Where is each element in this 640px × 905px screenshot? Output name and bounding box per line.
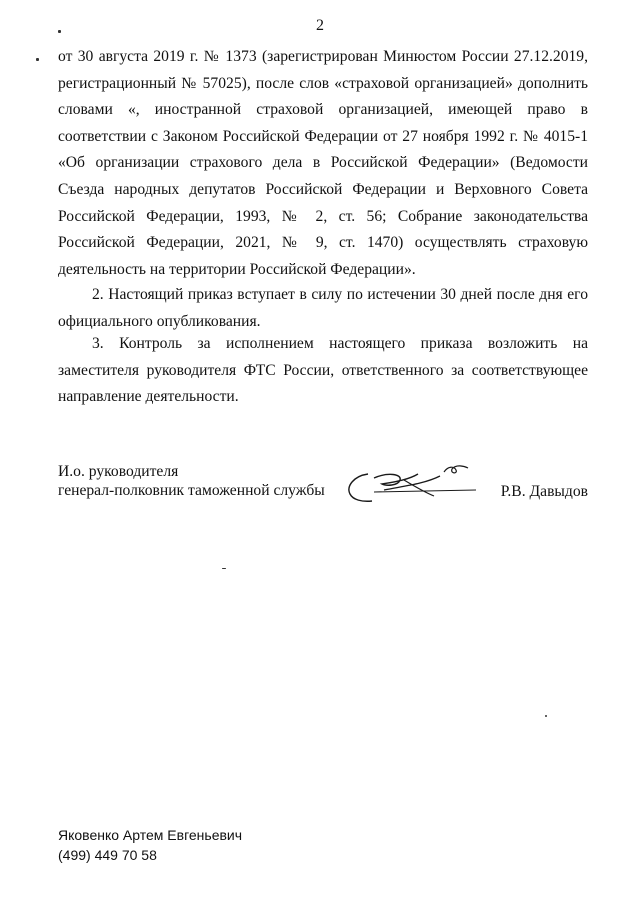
signatory-position (58, 462, 325, 500)
scan-speck (222, 568, 226, 569)
scan-speck (36, 58, 39, 61)
paragraph-effective-date: 2. Настоящий приказ вступает в силу по истечении 30 дней после дня его официального опубликования. (58, 286, 588, 330)
signatory-position-line2: генерал-полковник таможенной службы (58, 482, 325, 499)
paragraph-amendment: от 30 августа 2019 г. № 1373 (зарегистрирован Минюстом России 27.12.2019, регистрационный № 57025), после слов «страховой организацией» дополнить словами «, иностранной страховой организацией, имеющей право в соответствии с Законом Российской Федерации от 27 ноября 1992 г. № 4015-1 «Об организации страхового дела в Российской Федерации» (Ведомости Съезда народных депутатов Российской Федерации и Верховного Совета Российской Федерации, 1993, № 2, ст. 56; Собрание законодательства Российской Федерации, 2021, № 9, ст. 1470) осуществлять страховую деятельность на территории Российской Федерации». (58, 48, 588, 278)
executor-name: Яковенко Артем Евгеньевич (58, 827, 243, 843)
handwritten-signature (344, 462, 480, 506)
signatory-name: Р.В. Давыдов (500, 483, 588, 500)
scan-speck (545, 715, 547, 717)
page-number: 2 (316, 17, 324, 34)
signatory-position-line1: И.о. руководителя (58, 463, 179, 480)
executor-info (58, 825, 242, 865)
paragraph-control: 3. Контроль за исполнением настоящего приказа возложить на заместителя руководителя ФТС России, ответственного за соответствующее направление деятельности. (58, 335, 588, 406)
executor-phone: (499) 449 70 58 (58, 847, 157, 863)
